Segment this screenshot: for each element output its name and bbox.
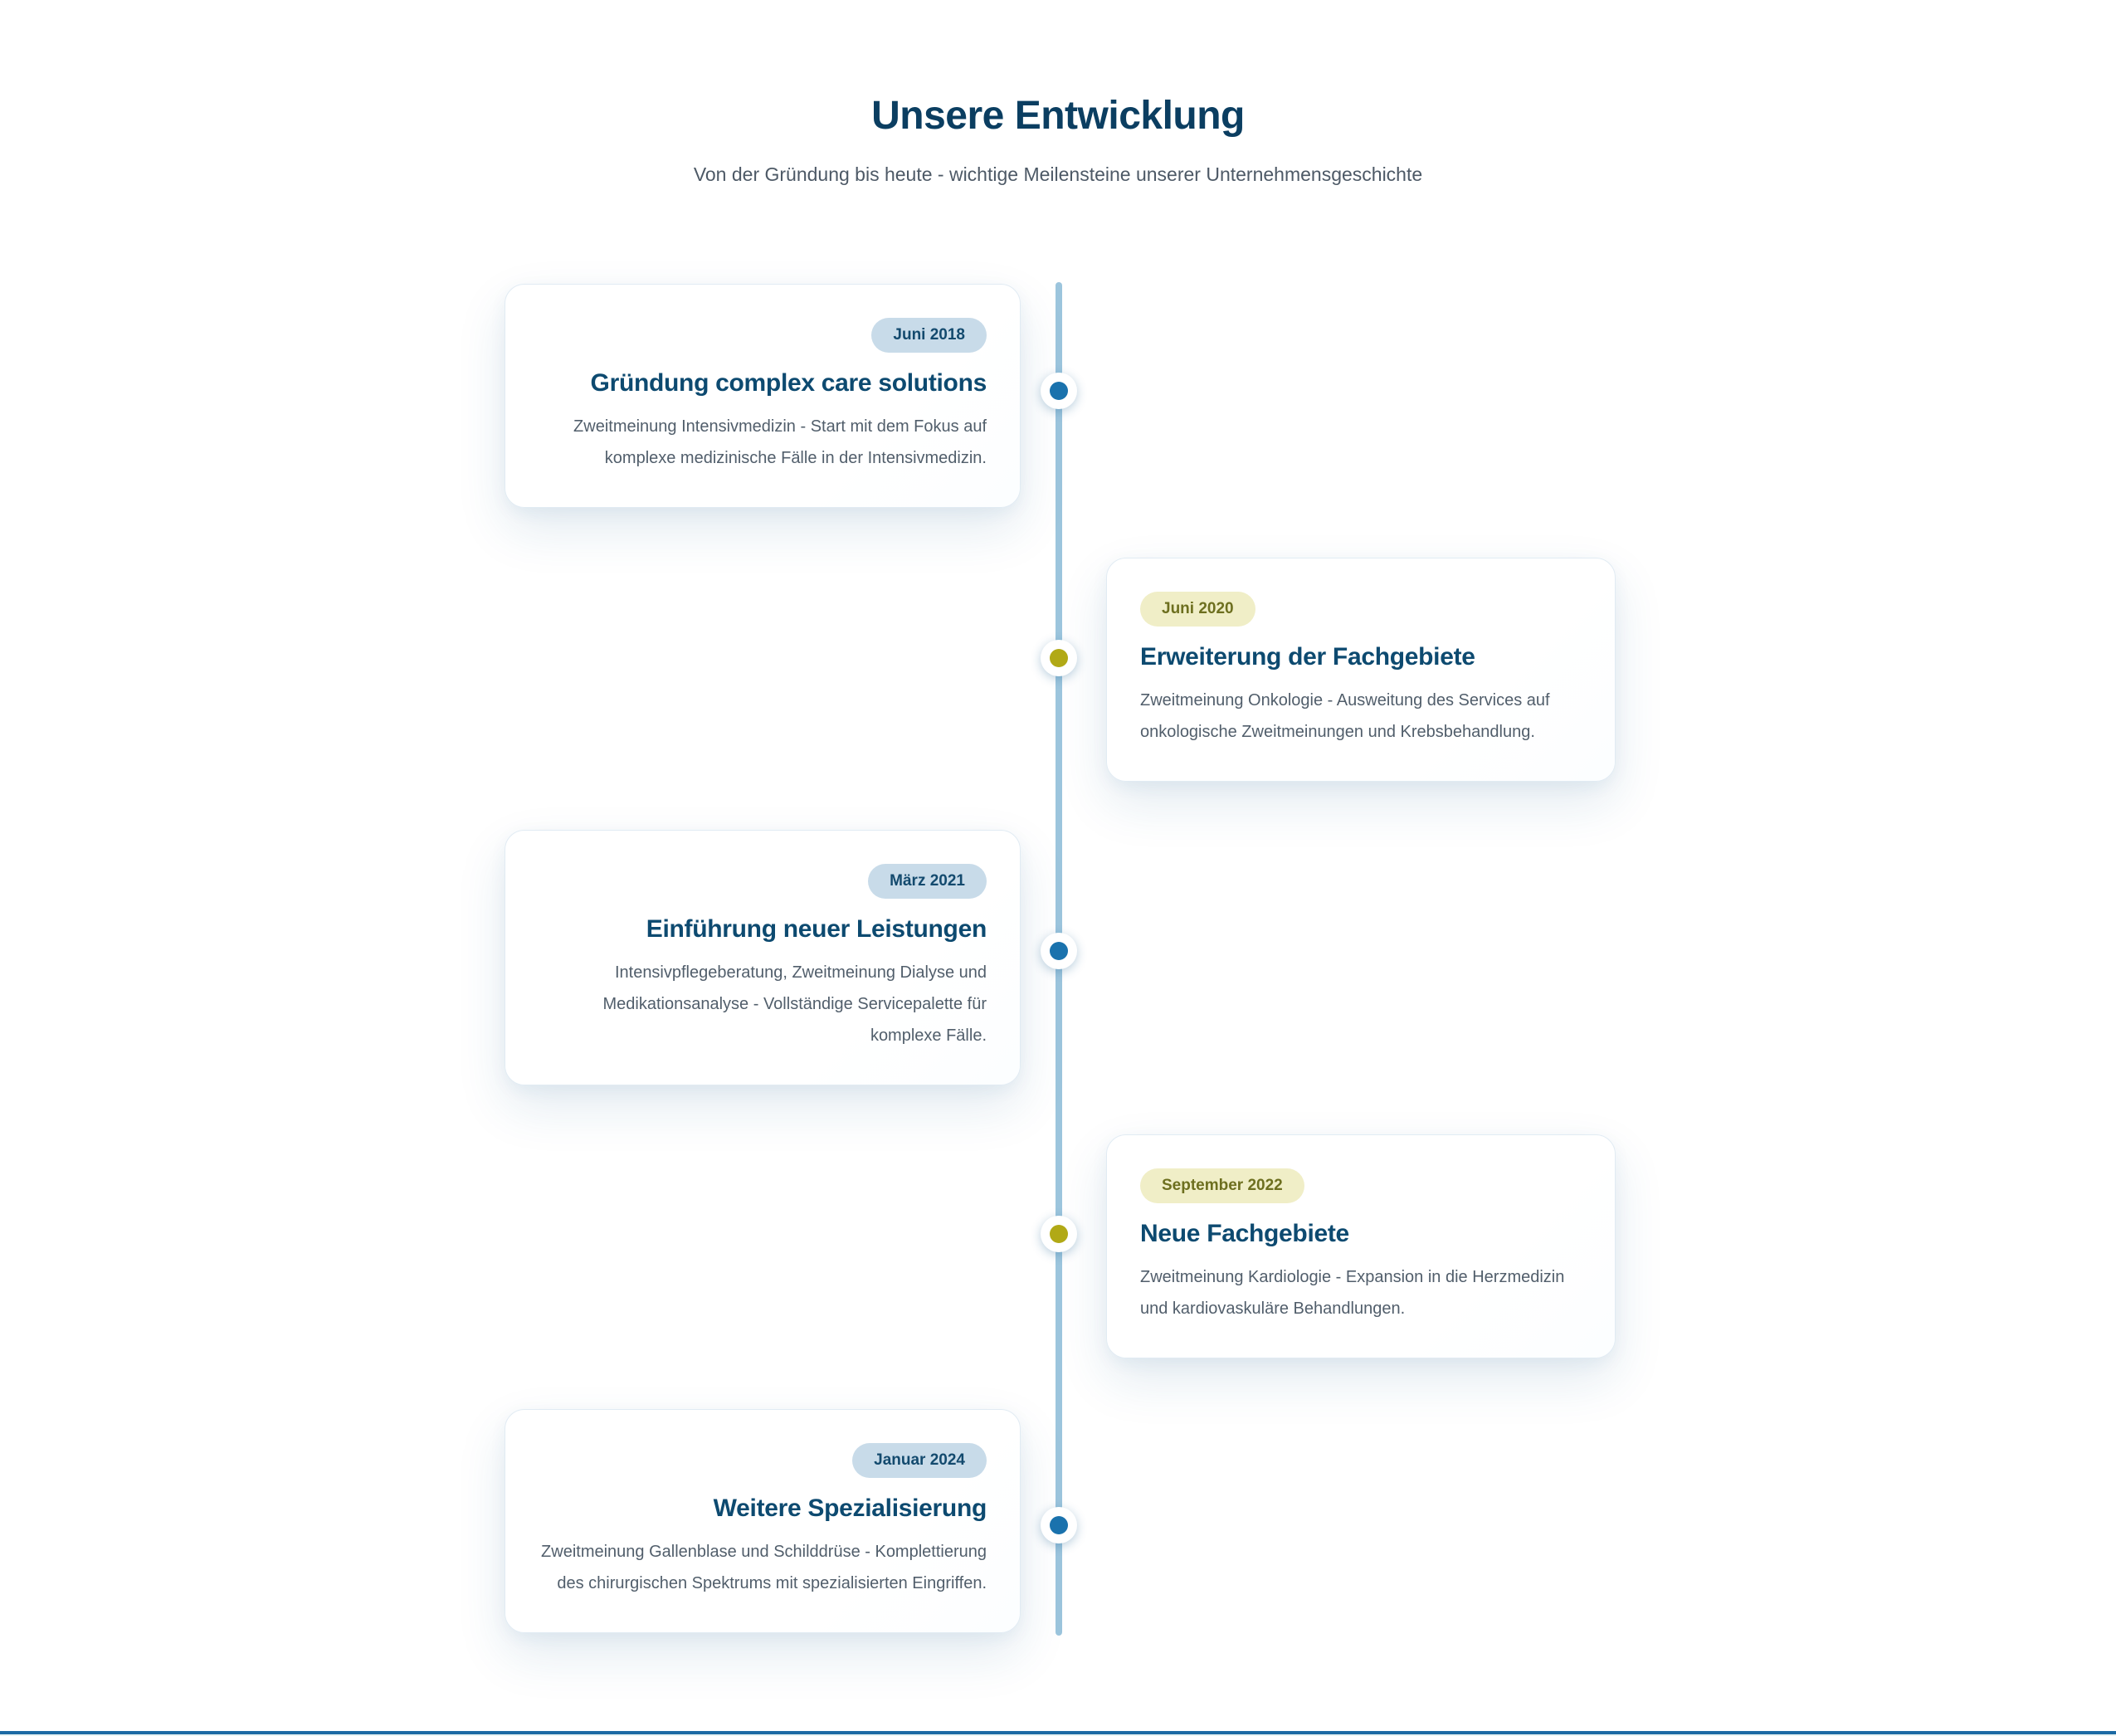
page-title: Unsere Entwicklung [871, 94, 1245, 138]
timeline-dot-ring [1041, 373, 1077, 409]
date-badge: März 2021 [868, 864, 987, 899]
milestone-title: Weitere Spezialisierung [713, 1495, 987, 1522]
milestone-text: Zweitmeinung Onkologie - Ausweitung des Services auf onkologische Zweitmeinungen und Krebsbehandlung. [1140, 691, 1550, 741]
milestone-text: Zweitmeinung Intensivmedizin - Start mit dem Fokus auf komplexe medizinische Fälle in der Intensivmedizin. [573, 417, 987, 467]
timeline-dot-ring [1041, 1216, 1077, 1252]
milestone-title: Gründung complex care solutions [590, 369, 987, 397]
milestone-card [505, 1409, 1021, 1633]
timeline-dot [1050, 1225, 1068, 1243]
milestone-text: Zweitmeinung Kardiologie - Expansion in die Herzmedizin und kardiovaskuläre Behandlungen. [1140, 1268, 1565, 1318]
timeline-dot [1050, 1516, 1068, 1534]
milestone-text: Zweitmeinung Gallenblase und Schilddrüse - Komplettierung des chirurgischen Spektrums mit spezialisierten Eingriffen. [541, 1543, 987, 1592]
milestone-card [1106, 558, 1616, 782]
timeline-dot-ring [1041, 640, 1077, 676]
milestone-text: Intensivpflegeberatung, Zweitmeinung Dialyse und Medikationsanalyse - Vollständige Servicepalette für komplexe Fälle. [602, 963, 987, 1045]
timeline-dot-ring [1041, 933, 1077, 969]
milestone-title: Erweiterung der Fachgebiete [1140, 643, 1475, 671]
milestone-card [1106, 1134, 1616, 1358]
timeline-dot-ring [1041, 1507, 1077, 1543]
timeline-dot [1050, 382, 1068, 400]
date-badge: Juni 2018 [871, 318, 987, 353]
milestone-title: Einführung neuer Leistungen [646, 915, 987, 943]
date-badge: September 2022 [1140, 1168, 1304, 1203]
date-badge: Juni 2020 [1140, 592, 1255, 627]
milestone-card [505, 284, 1021, 508]
milestone-title: Neue Fachgebiete [1140, 1220, 1349, 1247]
date-badge: Januar 2024 [852, 1443, 987, 1478]
timeline-dot [1050, 942, 1068, 960]
page-subtitle: Von der Gründung bis heute - wichtige Meilensteine unserer Unternehmensgeschichte [693, 163, 1423, 185]
timeline-dot [1050, 649, 1068, 667]
milestone-card [505, 830, 1021, 1085]
